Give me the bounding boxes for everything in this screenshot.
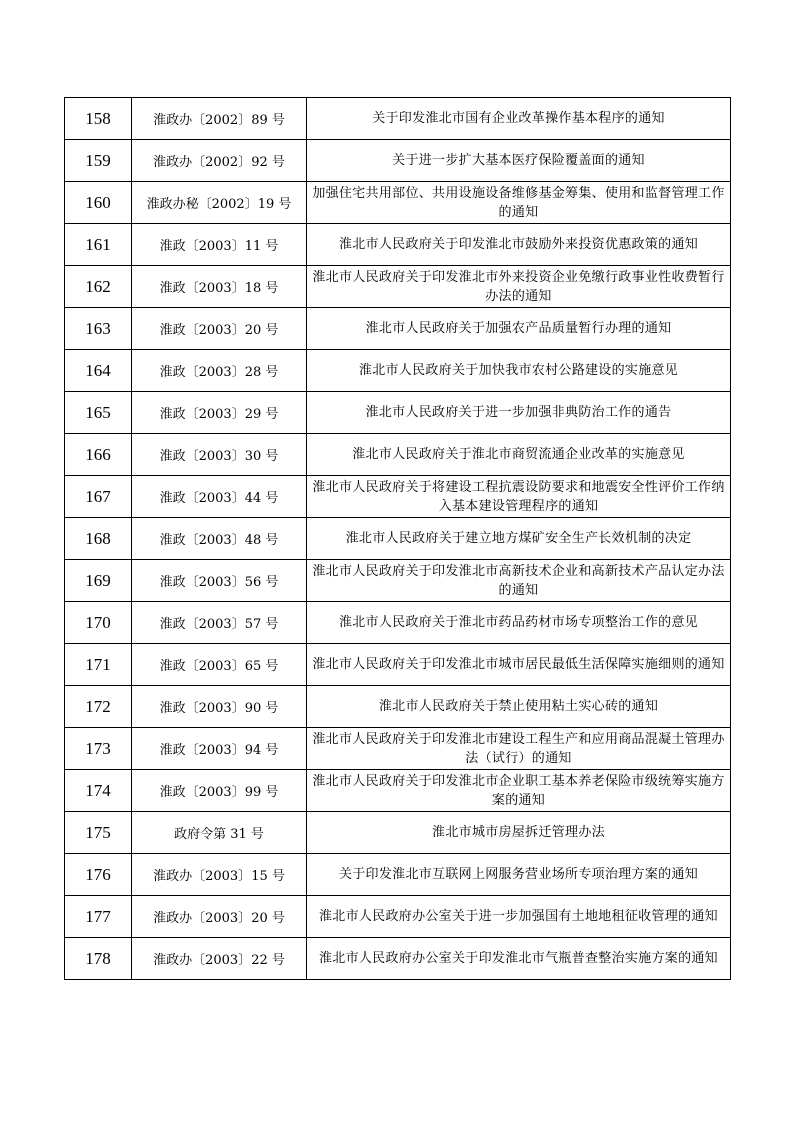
document-number: 淮政办〔2002〕89 号 xyxy=(132,98,307,140)
row-number: 167 xyxy=(65,476,132,518)
document-number: 淮政〔2003〕48 号 xyxy=(132,518,307,560)
row-number: 176 xyxy=(65,854,132,896)
table-row xyxy=(65,518,731,560)
row-number: 174 xyxy=(65,770,132,812)
document-table xyxy=(64,97,731,980)
document-number: 淮政办〔2003〕22 号 xyxy=(132,938,307,980)
row-number: 178 xyxy=(65,938,132,980)
row-number: 164 xyxy=(65,350,132,392)
row-number: 165 xyxy=(65,392,132,434)
document-number: 淮政办〔2002〕92 号 xyxy=(132,140,307,182)
row-number: 170 xyxy=(65,602,132,644)
document-title: 淮北市人民政府关于印发淮北市企业职工基本养老保险市级统筹实施方案的通知 xyxy=(307,770,731,812)
document-title: 淮北市人民政府办公室关于进一步加强国有土地地租征收管理的通知 xyxy=(307,896,731,938)
document-title: 关于印发淮北市国有企业改革操作基本程序的通知 xyxy=(307,98,731,140)
document-number: 政府令第 31 号 xyxy=(132,812,307,854)
document-number: 淮政〔2003〕20 号 xyxy=(132,308,307,350)
row-number: 162 xyxy=(65,266,132,308)
table-row xyxy=(65,896,731,938)
table-row xyxy=(65,644,731,686)
document-title: 淮北市人民政府关于印发淮北市建设工程生产和应用商品混凝土管理办法（试行）的通知 xyxy=(307,728,731,770)
document-number: 淮政〔2003〕94 号 xyxy=(132,728,307,770)
document-title: 淮北市人民政府关于印发淮北市鼓励外来投资优惠政策的通知 xyxy=(307,224,731,266)
document-number: 淮政〔2003〕11 号 xyxy=(132,224,307,266)
row-number: 160 xyxy=(65,182,132,224)
table-row xyxy=(65,602,731,644)
row-number: 169 xyxy=(65,560,132,602)
document-title: 淮北市人民政府关于将建设工程抗震设防要求和地震安全性评价工作纳入基本建设管理程序的通知 xyxy=(307,476,731,518)
table-row xyxy=(65,560,731,602)
document-title: 淮北市人民政府关于禁止使用粘土实心砖的通知 xyxy=(307,686,731,728)
document-number: 淮政〔2003〕18 号 xyxy=(132,266,307,308)
document-number: 淮政办〔2003〕20 号 xyxy=(132,896,307,938)
document-number: 淮政〔2003〕28 号 xyxy=(132,350,307,392)
document-title: 淮北市人民政府关于淮北市药品药材市场专项整治工作的意见 xyxy=(307,602,731,644)
table-row xyxy=(65,266,731,308)
table-row xyxy=(65,350,731,392)
document-title: 加强住宅共用部位、共用设施设备维修基金筹集、使用和监督管理工作的通知 xyxy=(307,182,731,224)
row-number: 158 xyxy=(65,98,132,140)
table-row xyxy=(65,938,731,980)
table-row xyxy=(65,98,731,140)
row-number: 159 xyxy=(65,140,132,182)
table-row xyxy=(65,308,731,350)
document-title: 淮北市人民政府关于印发淮北市外来投资企业免缴行政事业性收费暂行办法的通知 xyxy=(307,266,731,308)
row-number: 168 xyxy=(65,518,132,560)
document-title: 淮北市城市房屋拆迁管理办法 xyxy=(307,812,731,854)
document-title: 淮北市人民政府关于进一步加强非典防治工作的通告 xyxy=(307,392,731,434)
document-title: 淮北市人民政府关于加快我市农村公路建设的实施意见 xyxy=(307,350,731,392)
document-title: 淮北市人民政府办公室关于印发淮北市气瓶普查整治实施方案的通知 xyxy=(307,938,731,980)
document-number: 淮政〔2003〕65 号 xyxy=(132,644,307,686)
row-number: 166 xyxy=(65,434,132,476)
table-row xyxy=(65,770,731,812)
document-number: 淮政〔2003〕57 号 xyxy=(132,602,307,644)
document-title: 淮北市人民政府关于淮北市商贸流通企业改革的实施意见 xyxy=(307,434,731,476)
table-row xyxy=(65,812,731,854)
table-row xyxy=(65,854,731,896)
document-title: 淮北市人民政府关于印发淮北市城市居民最低生活保障实施细则的通知 xyxy=(307,644,731,686)
document-number: 淮政〔2003〕90 号 xyxy=(132,686,307,728)
document-title: 关于印发淮北市互联网上网服务营业场所专项治理方案的通知 xyxy=(307,854,731,896)
table-row xyxy=(65,728,731,770)
row-number: 171 xyxy=(65,644,132,686)
table-body xyxy=(65,98,731,980)
table-row xyxy=(65,476,731,518)
table-row xyxy=(65,686,731,728)
document-number: 淮政〔2003〕44 号 xyxy=(132,476,307,518)
row-number: 177 xyxy=(65,896,132,938)
row-number: 163 xyxy=(65,308,132,350)
table-row xyxy=(65,224,731,266)
row-number: 161 xyxy=(65,224,132,266)
row-number: 173 xyxy=(65,728,132,770)
document-number: 淮政〔2003〕99 号 xyxy=(132,770,307,812)
document-title: 关于进一步扩大基本医疗保险覆盖面的通知 xyxy=(307,140,731,182)
row-number: 175 xyxy=(65,812,132,854)
table-row xyxy=(65,434,731,476)
document-number: 淮政办秘〔2002〕19 号 xyxy=(132,182,307,224)
table-row xyxy=(65,392,731,434)
document-number: 淮政办〔2003〕15 号 xyxy=(132,854,307,896)
document-number: 淮政〔2003〕56 号 xyxy=(132,560,307,602)
document-title: 淮北市人民政府关于建立地方煤矿安全生产长效机制的决定 xyxy=(307,518,731,560)
table-row xyxy=(65,140,731,182)
document-title: 淮北市人民政府关于加强农产品质量暂行办理的通知 xyxy=(307,308,731,350)
table-row xyxy=(65,182,731,224)
document-number: 淮政〔2003〕29 号 xyxy=(132,392,307,434)
row-number: 172 xyxy=(65,686,132,728)
document-number: 淮政〔2003〕30 号 xyxy=(132,434,307,476)
document-title: 淮北市人民政府关于印发淮北市高新技术企业和高新技术产品认定办法的通知 xyxy=(307,560,731,602)
